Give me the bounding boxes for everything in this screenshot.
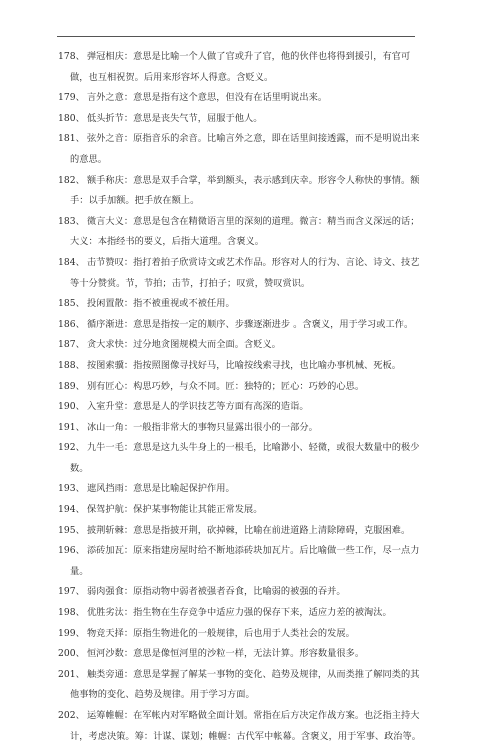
entry-text: 运筹帷幄：在军帐内对军略做全面计划。常指在后方决定作战方案。也泛指主持大	[86, 710, 420, 721]
entry-text: 遮风挡雨：意思是比喻起保护作用。	[86, 483, 235, 495]
idiom-entry	[58, 541, 422, 582]
entry-text-continued: 做，也互相祝贺。后用来形容坏人得意。含贬义。	[70, 71, 274, 83]
entry-number: 188、	[58, 359, 85, 371]
entry-text: 弱肉强食：原指动物中弱者被强者吞食，比喻弱的被强的吞并。	[86, 586, 346, 598]
entry-number: 193、	[58, 483, 85, 495]
idiom-entry	[58, 253, 422, 294]
entry-number: 183、	[58, 215, 85, 227]
entry-number: 184、	[58, 256, 85, 268]
entry-text: 微言大义：意思是包含在精微语言里的深刻的道理。微言：精当而含义深远的话；	[86, 215, 420, 227]
entry-text: 九牛一毛：意思是这九头牛身上的一根毛，比喻渺小、轻微，或很大数量中的极少	[86, 442, 420, 454]
entry-text: 投闲置散：指不被重视或不被任用。	[86, 298, 235, 310]
entry-text-continued: 的意思。	[70, 153, 107, 165]
entry-number: 194、	[58, 504, 85, 516]
idiom-entry	[58, 438, 422, 479]
entry-text: 额手称庆：意思是双手合掌，举到额头，表示感到庆幸。形容令人称快的事情。额	[86, 174, 420, 186]
idiom-entry	[58, 665, 422, 706]
entry-number: 182、	[58, 174, 85, 186]
entry-text: 低头折节：意思是丧失气节，屈服于他人。	[86, 112, 263, 124]
idiom-entry	[58, 418, 422, 439]
idiom-entry	[58, 315, 422, 336]
entry-number: 200、	[58, 648, 85, 660]
idiom-entry	[58, 397, 422, 418]
entry-text-continued: 大义：本指经书的要义，后指大道理。含褒义。	[70, 236, 264, 248]
idiom-entry	[58, 356, 422, 377]
entry-number: 181、	[58, 133, 85, 145]
entry-number: 180、	[58, 112, 85, 124]
entry-text: 物竞天择：原指生物进化的一般规律，后也用于人类社会的发展。	[86, 627, 355, 639]
entry-number: 187、	[58, 339, 85, 351]
entry-text: 弦外之音：原指音乐的余音。比喻言外之意，即在话里间接透露，而不是明说出来	[86, 133, 420, 145]
entry-text: 披荆斩棘：意思是指披开荆，砍掉棘，比喻在前进道路上清除障碍，克服困难。	[86, 524, 411, 536]
entry-number: 186、	[58, 318, 85, 330]
idiom-entry	[58, 377, 422, 398]
entry-text-continued: 量。	[70, 565, 89, 577]
idiom-entry	[58, 212, 422, 253]
header-rule	[57, 36, 415, 37]
entry-text: 弹冠相庆：意思是比喻一个人做了官或升了官，他的伙伴也将得到援引，有官可	[86, 51, 411, 62]
idiom-entry	[58, 88, 422, 109]
idiom-entry	[58, 47, 422, 88]
idiom-list	[58, 47, 422, 747]
entry-text-continued: 计，考虑决策。筹：计谋、谋划；帷幄：古代军中帐幕。含褒义，用于军事、政治等。	[70, 730, 422, 742]
idiom-entry	[58, 294, 422, 315]
idiom-entry	[58, 171, 422, 212]
entry-text-continued: 等十分赞赏。节，节拍；击节，打拍子；叹赏，赞叹赏识。	[70, 277, 311, 289]
entry-text: 触类旁通：意思是掌握了解某一事物的变化、趋势及规律，从而类推了解同类的其	[86, 668, 420, 680]
entry-number: 190、	[58, 401, 85, 413]
idiom-entry	[58, 109, 422, 130]
entry-text: 优胜劣汰：指生物在生存竞争中适应力强的保存下来，适应力差的被淘汰。	[86, 607, 392, 619]
entry-number: 179、	[58, 92, 85, 104]
entry-text: 按图索骥：指按照图像寻找好马，比喻按线索寻找，也比喻办事机械、死板。	[86, 359, 402, 371]
entry-text: 贪大求快：过分地贪图规模大而全面。含贬义。	[86, 339, 281, 351]
entry-text: 添砖加瓦：原来指建房屋时给不断地添砖块加瓦片。后比喻做一些工作，尽一点力	[86, 545, 420, 557]
entry-text: 言外之意：意思是指有这个意思，但没有在话里明说出来。	[86, 92, 328, 104]
entry-number: 178、	[58, 51, 85, 62]
entry-text: 保驾护航：保护某事物能让其能正常发展。	[86, 504, 263, 516]
entry-text-continued: 数。	[70, 462, 89, 474]
entry-number: 198、	[58, 607, 85, 619]
entry-number: 199、	[58, 627, 85, 639]
entry-number: 197、	[58, 586, 85, 598]
entry-number: 191、	[58, 421, 85, 433]
entry-text-continued: 他事物的变化、趋势及规律。用于学习方面。	[70, 689, 255, 701]
idiom-entry	[58, 500, 422, 521]
idiom-entry	[58, 603, 422, 624]
idiom-entry	[58, 706, 422, 747]
entry-text: 入室升堂：意思是人的学识技艺等方面有高深的造诣。	[86, 401, 309, 413]
idiom-entry	[58, 479, 422, 500]
entry-number: 192、	[58, 442, 85, 454]
entry-number: 189、	[58, 380, 85, 392]
idiom-entry	[58, 582, 422, 603]
idiom-entry	[58, 129, 422, 170]
entry-number: 185、	[58, 298, 85, 310]
idiom-entry	[58, 335, 422, 356]
entry-number: 202、	[58, 710, 85, 721]
entry-number: 196、	[58, 545, 85, 557]
idiom-entry	[58, 521, 422, 542]
entry-text: 冰山一角：一般指非常大的事物只显露出很小的一部分。	[86, 421, 318, 433]
entry-number: 201、	[58, 668, 85, 680]
entry-text: 恒河沙数：意思是像恒河里的沙粒一样，无法计算。形容数量很多。	[86, 648, 365, 660]
entry-text: 击节赞叹：指打着拍子欣赏诗文或艺术作品。形容对人的行为、言论、诗文、技艺	[86, 256, 420, 268]
entry-text: 别有匠心：构思巧妙，与众不同。匠：独特的；匠心：巧妙的心思。	[86, 380, 365, 392]
entry-text-continued: 手：以手加额。把手放在额上。	[70, 195, 200, 207]
idiom-entry	[58, 644, 422, 665]
entry-number: 195、	[58, 524, 85, 536]
entry-text: 循序渐进：意思是指按一定的顺序、步骤逐渐进步 。含褒义，用于学习或工作。	[86, 318, 414, 330]
